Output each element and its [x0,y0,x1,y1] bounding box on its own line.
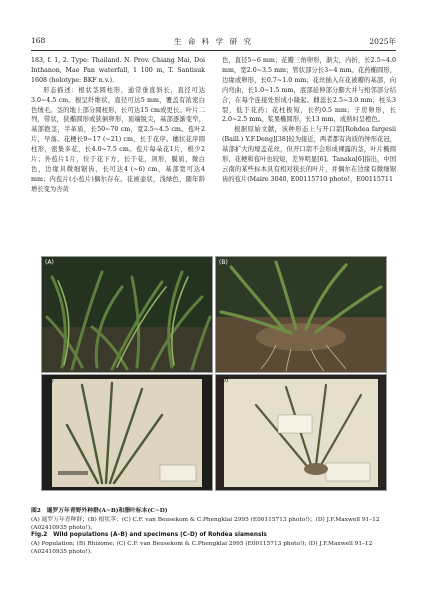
running-header [31,36,396,48]
figure-panel-d-herbarium-specimen [215,374,387,491]
morphology-paragraph: 形态描述：根状茎圆柱形，通常垂直斜长，直径可达3.0~4.5 cm。根呈纤维状，直径可达5 mm，覆盖有浓密白色绒毛。茎的地上部分圆柱形，长可达15 cm或更长。叶片二列，带状，狭椭圆形或狭倒卵形，顶端锐尖，基部逐渐变窄，基部抱茎，半革质，长50~70 cm，宽2.5~4.5 cm。苞叶2片，早落。花梗长9~17 (~21) cm，长于花序。穗状花序圆柱形，密集多花，长4.0~7.5 cm。苞片每朵花1片，极少2片；外苞片1片，位于花下方，长于花，剑形，膜质，微白色，边缘具微细锯齿，长可达4 (~6) cm，基部宽可达4 mm；内苞片(小苞片)偶尔存在。花被壶状，浅绿色，随年龄增长变为杏黄 [31,86,205,193]
journal-title: 生 命 科 学 研 究 [174,37,253,46]
issue-year: 2025年 [369,37,396,46]
morphology-continued-paragraph: 色，直径5~6 mm；花瓣三角卵形，渐尖，内折，长2.5~4.0 mm，宽2.0~3.5 mm；管状部分长3~4 mm。花药椭圆形，边缘或卵形，长0.7~1.0 mm；花丝插入在花被瓣的基部，向内弯曲，长1.0~1.5 mm，底部延伸部分膨大并与相邻部分结合，在每个连接处形成小隆起。雌蕊长2.5~3.0 mm；柱头3裂，低于花药；花柱极短，长约0.5 mm；子房卵形，长2.0~2.5 mm。浆果椭圆形，长13 mm，成熟时呈橙色。 [222,57,396,124]
panel-label-d: (D) [219,377,229,384]
right-text-column [222,56,396,185]
type-citation-paragraph: 183, f. 1, 2. Type: Thailand. N. Prov. Chiang Mai, Doi Inthanon, Mae Pan waterfall, 1 100 m, T. Santisuk 1608 (holotype: BKF n.v.). [31,57,205,84]
figure-panel-c-herbarium-specimen [41,374,213,491]
figure-caption-title-cn: 图2 暹罗万年青野外种群(A~B)和腊叶标本(C~D) [31,508,168,514]
left-text-column [31,56,205,195]
figure-caption-detail-en: (A) Population; (B) Rhizome; (C) C.F. van Beusekom & C.Phengklai 2995 (E00115713 photo!); (D) J.F.Maxwell 91–12 (A02410935 photo!). [31,541,373,556]
comparison-paragraph: 根据原始文献，该种形态上与开口箭[Rohdea fargesii (Baill.) Y.F.Deng][38]较为接近，两者都有肉质的钟形花冠，基部扩大的壕盖花丝，但开口箭不会形成裸露的茎，叶片椭圆形，花梗和苞叶也较短，差异明显[6]。Tanaka[6]指出，中国云南的某些标本具有相对狭长的叶片，并偶尔在边缘有微细锯齿的苞片(Maire 3040, E00115710 photo!，E00115711 [222,126,396,183]
panel-label-c: (C) [45,377,54,384]
figure-caption-detail-cn: (A) 暹罗万年青种群；(B) 根状茎；(C) C.F. van Beusekom & C.Phengklai 2995 (E00115713 photo!)；(D) J.F.Maxwell 91–12 (A02410935 photo!)。 [31,517,380,532]
panel-label-a: (A) [45,259,54,266]
figure-panel-b-rhizome-photo [215,256,387,373]
figure-panel-a-population-photo [41,256,213,373]
header-rule [31,50,396,51]
page-number: 168 [31,36,46,45]
figure-caption-title-en: Fig.2 Wild populations (A–B) and specimens (C–D) of Rohdea siamensis [31,532,267,538]
panel-label-b: (B) [219,259,228,266]
